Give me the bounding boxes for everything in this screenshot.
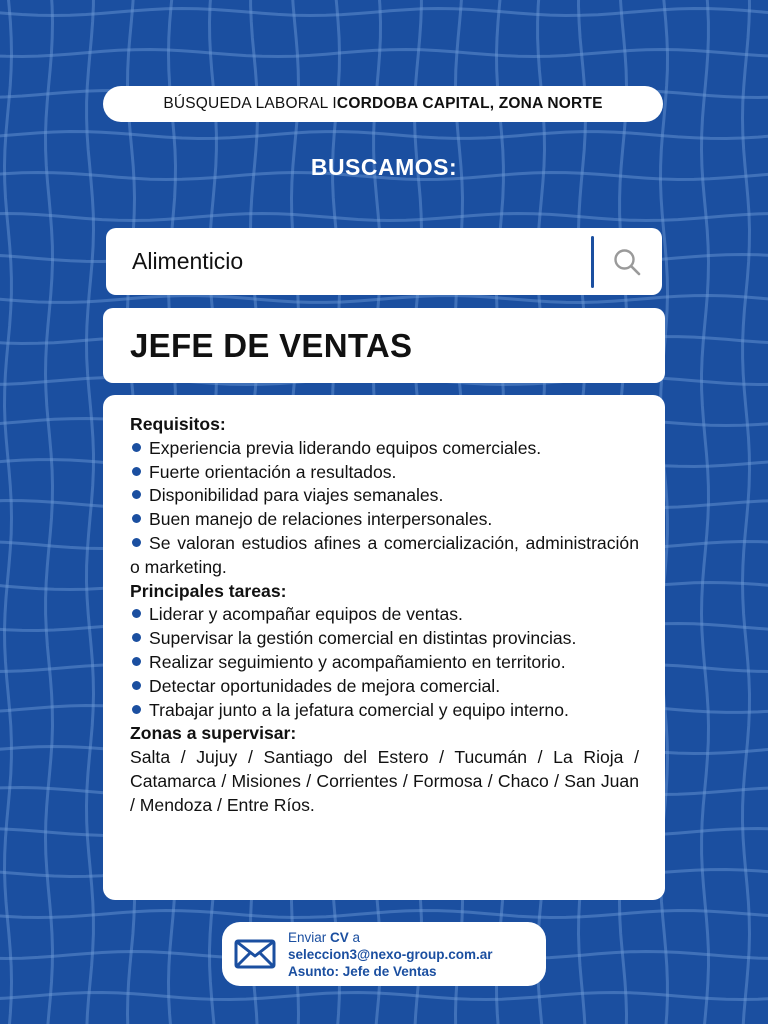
- bullet-icon: [132, 514, 141, 523]
- bullet-icon: [132, 609, 141, 618]
- contact-text: [288, 929, 492, 980]
- requirements-list: [130, 437, 639, 580]
- location-prefix: BÚSQUEDA LABORAL I: [163, 95, 337, 112]
- bullet-icon: [132, 538, 141, 547]
- page-heading: BUSCAMOS:: [310, 154, 458, 180]
- list-item: Trabajar junto a la jefatura comercial y equipo interno.: [130, 699, 639, 723]
- list-item: Realizar seguimiento y acompañamiento en territorio.: [130, 651, 639, 675]
- job-title: JEFE DE VENTAS: [130, 326, 413, 364]
- tasks-heading: Principales tareas:: [130, 580, 287, 601]
- bullet-icon: [132, 467, 141, 476]
- cv-label: CV: [330, 929, 349, 945]
- location-place: CORDOBA CAPITAL, ZONA NORTE: [336, 95, 603, 112]
- list-item: Experiencia previa liderando equipos comerciales.: [130, 437, 639, 461]
- envelope-icon: [234, 939, 276, 969]
- bullet-icon: [132, 705, 141, 714]
- zones-heading: Zonas a supervisar:: [130, 723, 297, 744]
- contact-card[interactable]: [222, 922, 546, 986]
- zones-text: Salta / Jujuy / Santiago del Estero / Tucumán / La Rioja / Catamarca / Misiones / Corrientes / Formosa / Chaco / San Juan / Mendoza / Entre Ríos.: [130, 747, 639, 815]
- contact-email-link[interactable]: seleccion3@nexo-group.com.ar: [288, 946, 493, 962]
- bullet-icon: [132, 681, 141, 690]
- bullet-icon: [132, 657, 141, 666]
- list-item: Liderar y acompañar equipos de ventas.: [130, 603, 639, 627]
- list-item: Buen manejo de relaciones interpersonales.: [130, 508, 639, 532]
- job-title-card: [103, 308, 665, 383]
- subject-line: Asunto: Jefe de Ventas: [288, 963, 437, 979]
- bullet-icon: [132, 443, 141, 452]
- list-item: Se valoran estudios afines a comercialización, administración o marketing.: [130, 532, 639, 577]
- location-badge: [103, 86, 663, 122]
- bullet-icon: [132, 490, 141, 499]
- tasks-list: [130, 603, 639, 722]
- list-item: Detectar oportunidades de mejora comercial.: [130, 675, 639, 699]
- bullet-icon: [132, 633, 141, 642]
- requirements-heading: Requisitos:: [130, 414, 226, 434]
- search-input[interactable]: Alimenticio: [132, 248, 244, 274]
- job-details-card: [103, 395, 665, 900]
- list-item: Fuerte orientación a resultados.: [130, 461, 639, 485]
- search-bar[interactable]: [106, 228, 662, 295]
- search-icon[interactable]: [612, 247, 642, 277]
- search-divider: [591, 236, 594, 288]
- send-line: Enviar CV a: [288, 929, 361, 945]
- list-item: Disponibilidad para viajes semanales.: [130, 484, 639, 508]
- list-item: Supervisar la gestión comercial en distintas provincias.: [130, 627, 639, 651]
